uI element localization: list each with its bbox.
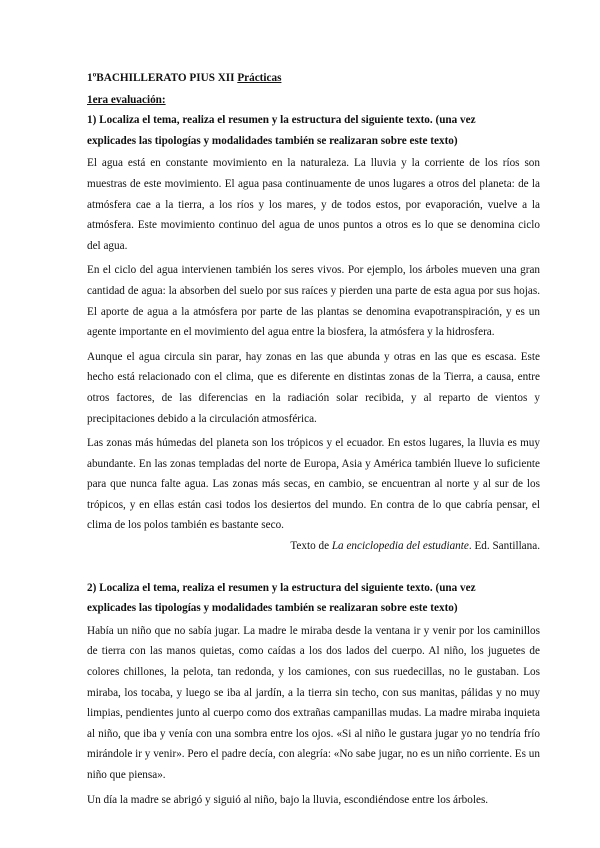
exercise2-instruction-line2: explicades las tipologías y modalidades también se realizaran sobre este texto) <box>87 602 458 615</box>
exercise1-paragraph: Las zonas más húmedas del planeta son los trópicos y el ecuador. En estos lugares, la lluvia es muy abundante. En las zonas templadas del norte de Europa, Asia y América también llueve lo suficiente para que nunca falte agua. Las zonas más secas, en cambio, se encuentran al norte y al sur de los trópicos, y en ellas están casi todos los desiertos del mundo. En contra de lo que cabría pensar, el clima de los polos también es bastante seco. <box>87 437 540 532</box>
exercise1-paragraph: El agua está en constante movimiento en la naturaleza. La lluvia y la corriente de los ríos son muestras de este movimiento. El agua pasa continuamente de unos lugares a otros del planeta: de la atmósfera cae a la tierra, a los ríos y los mares, y de todos estos, por evaporación, vuelve a la atmósfera. Este movimiento continuo del agua de unos puntos a otros es lo que se denomina ciclo del agua. <box>87 157 540 252</box>
evaluation-heading: 1era evaluación: <box>87 93 166 106</box>
course-title: 1ºBACHILLERATO PIUS XII <box>87 72 235 84</box>
citation-prefix: Texto de <box>290 540 332 553</box>
section-spacer <box>87 557 540 578</box>
document-page <box>87 68 540 814</box>
citation-title: La enciclopedia del estudiante <box>331 540 469 553</box>
exercise1-instruction-line2: explicades las tipologías y modalidades también se realizaran sobre este texto) <box>87 134 458 147</box>
exercise2-paragraph: Había un niño que no sabía jugar. La madre le miraba desde la ventana ir y venir por los caminillos de tierra con las manos quietas, como caídas a los dos lados del cuerpo. Al niño, los juguetes de colores chillones, la pelota, tan redonda, y los camiones, con sus ruedecillas, no le gustaban. Los miraba, los tocaba, y luego se iba al jardín, a la tierra sin techo, con sus manitas, pálidas y no muy limpias, pendientes junto al cuerpo como dos extrañas campanillas mudas. La madre miraba inquieta al niño, que iba y venía con una sombra entre los ojos. «Si al niño le gustara jugar yo no tendría frío mirándole ir y venir». Pero el padre decía, con alegría: «No sabe jugar, no es un niño corriente. Es un niño que piensa». <box>87 624 540 781</box>
exercise2-instruction-line1: 2) Localiza el tema, realiza el resumen y la estructura del siguiente texto. (una vez <box>87 581 476 594</box>
exercise2-paragraph: Un día la madre se abrigó y siguió al niño, bajo la lluvia, escondiéndose entre los árboles. <box>87 793 489 806</box>
exercise1-paragraph: En el ciclo del agua intervienen también los seres vivos. Por ejemplo, los árboles mueven una gran cantidad de agua: la absorben del suelo por sus raíces y pierden una parte de esta agua por sus hojas. El aporte de agua a la atmósfera por parte de las plantas se denomina evapotranspiración, y es un agente importante en el movimiento del agua entre la biosfera, la atmósfera y la hidrosfera. <box>87 264 540 339</box>
exercise1-citation <box>87 536 540 557</box>
document-header <box>87 68 540 89</box>
citation-suffix: . Ed. Santillana. <box>468 540 540 553</box>
exercise1-instruction-line1: 1) Localiza el tema, realiza el resumen y la estructura del siguiente texto. (una vez <box>87 114 476 127</box>
section-title: Prácticas <box>237 72 282 84</box>
exercise1-paragraph: Aunque el agua circula sin parar, hay zonas en las que abunda y otras en las que es escasa. Este hecho está relacionado con el clima, que es diferente en distintas zonas de la Tierra, a causa, entre otros factores, de las diferencias en la radiación solar recibida, y al reparto de vientos y precipitaciones debido a la circulación atmosférica. <box>87 350 540 425</box>
